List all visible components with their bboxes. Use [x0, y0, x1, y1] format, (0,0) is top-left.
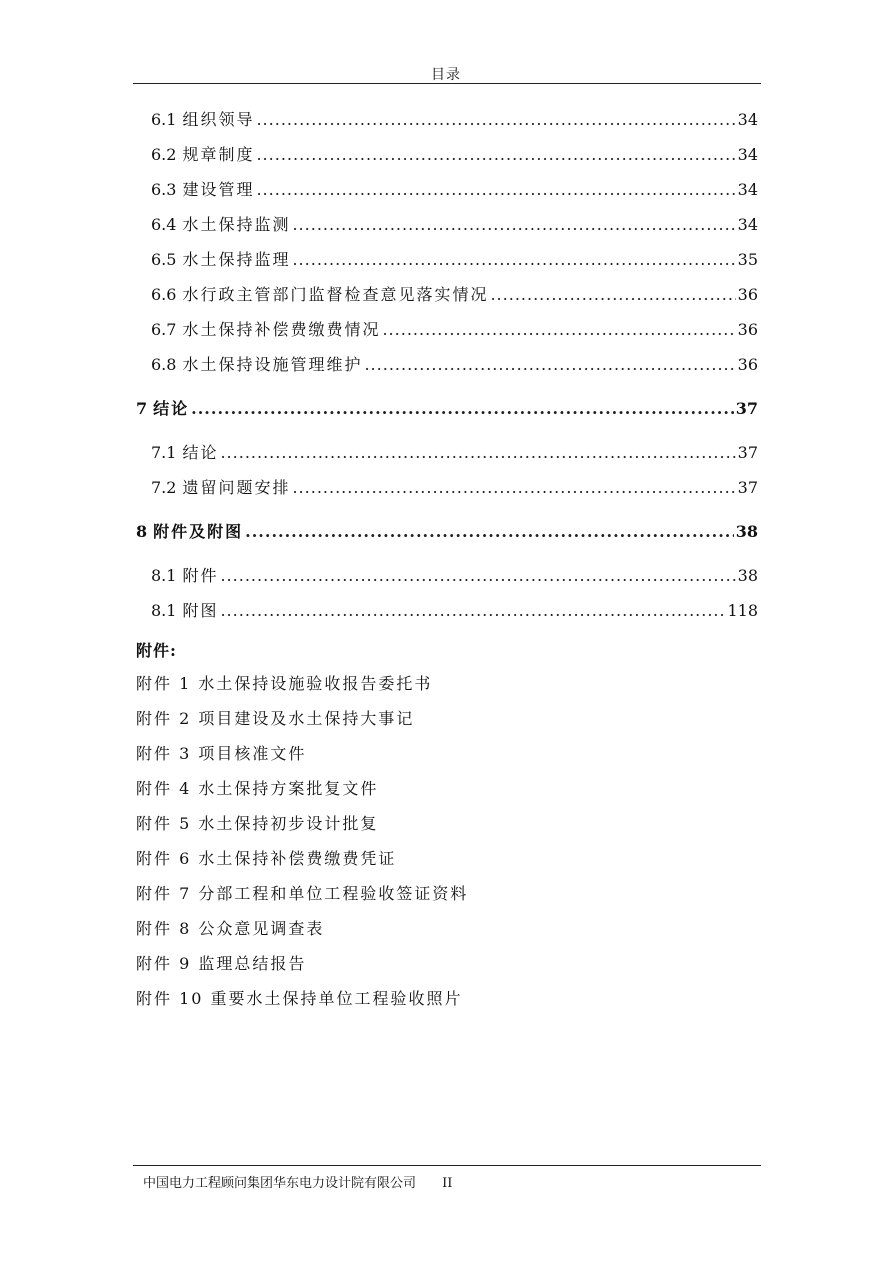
toc-entry-number: 6.8 [151, 355, 177, 374]
toc-entry-title: 附件及附图 [153, 522, 244, 541]
toc-entry-page: 35 [737, 250, 758, 269]
attachment-item: 附件 9 监理总结报告 [136, 954, 307, 973]
toc-entry[interactable] [151, 566, 758, 586]
attachment-item: 附件 1 水土保持设施验收报告委托书 [136, 674, 433, 693]
toc-dot-leader [490, 285, 735, 305]
toc-dot-leader [382, 320, 735, 340]
footer-page-number: II [442, 1176, 453, 1191]
toc-entry-page: 37 [735, 399, 758, 418]
toc-entry-number: 7.1 [151, 443, 177, 462]
toc-entry[interactable] [151, 601, 758, 621]
toc-entry-title: 组织领导 [182, 110, 255, 129]
toc-entry[interactable] [151, 145, 758, 165]
toc-dot-leader [256, 180, 735, 200]
toc-entry-number: 8 [136, 522, 148, 541]
toc-entry-title: 附件 [182, 566, 219, 585]
toc-entry-title: 规章制度 [182, 145, 255, 164]
toc-entry-title: 水土保持补偿费缴费情况 [182, 320, 381, 339]
toc-dot-leader [292, 478, 735, 498]
toc-entry-number: 6.7 [151, 320, 177, 339]
toc-entry[interactable] [151, 215, 758, 235]
toc-dot-leader [220, 443, 735, 463]
toc-entry-number: 7.2 [151, 478, 177, 497]
toc-entry-number: 6.5 [151, 250, 177, 269]
attachment-item: 附件 5 水土保持初步设计批复 [136, 814, 379, 833]
toc-dot-leader [245, 522, 734, 542]
page-header-title: 目录 [431, 67, 461, 83]
toc-entry-title: 水土保持设施管理维护 [182, 355, 363, 374]
toc-entry-number: 7 [136, 399, 148, 418]
toc-entry-number: 6.6 [151, 285, 177, 304]
toc-entry-page: 36 [737, 285, 758, 304]
toc-entry[interactable] [151, 180, 758, 200]
toc-entry-title: 水土保持监测 [182, 215, 291, 234]
toc-entry-title: 遗留问题安排 [182, 478, 291, 497]
toc-entry[interactable] [151, 443, 758, 463]
page-footer [143, 1172, 452, 1191]
header-divider [133, 83, 761, 84]
attachment-item: 附件 3 项目核准文件 [136, 744, 307, 763]
toc-entry-page: 34 [737, 110, 758, 129]
toc-entry[interactable] [136, 399, 758, 419]
toc-entry[interactable] [136, 522, 758, 542]
toc-dot-leader [364, 355, 735, 375]
toc-entry-title: 水行政主管部门监督检查意见落实情况 [182, 285, 489, 304]
toc-entry-number: 6.3 [151, 180, 177, 199]
toc-dot-leader [292, 215, 735, 235]
toc-entry[interactable] [151, 320, 758, 340]
toc-entry-title: 水土保持监理 [182, 250, 291, 269]
toc-entry-title: 结论 [182, 443, 219, 462]
toc-entry-title: 结论 [153, 399, 190, 418]
toc-entry-page: 38 [735, 522, 758, 541]
footer-company: 中国电力工程顾问集团华东电力设计院有限公司 [143, 1176, 417, 1191]
toc-entry-page: 34 [737, 215, 758, 234]
toc-entry-number: 8.1 [151, 601, 177, 620]
toc-dot-leader [191, 399, 734, 419]
toc-entry[interactable] [151, 250, 758, 270]
toc-entry-page: 36 [737, 355, 758, 374]
toc-entry-page: 34 [737, 180, 758, 199]
toc-entry-number: 8.1 [151, 566, 177, 585]
attachment-item: 附件 8 公众意见调查表 [136, 919, 325, 938]
attachment-item: 附件 2 项目建设及水土保持大事记 [136, 709, 415, 728]
toc-dot-leader [292, 250, 735, 270]
toc-entry-page: 37 [737, 478, 758, 497]
toc-entry[interactable] [151, 355, 758, 375]
toc-entry-page: 36 [737, 320, 758, 339]
toc-entry-page: 37 [737, 443, 758, 462]
toc-dot-leader [256, 145, 735, 165]
toc-entry-number: 6.2 [151, 145, 177, 164]
toc-entry-page: 38 [737, 566, 758, 585]
toc-dot-leader [256, 110, 735, 130]
toc-entry-number: 6.4 [151, 215, 177, 234]
toc-entry-page: 34 [737, 145, 758, 164]
attachment-item: 附件 7 分部工程和单位工程验收签证资料 [136, 884, 469, 903]
attachment-item: 附件 10 重要水土保持单位工程验收照片 [136, 989, 463, 1008]
toc-entry-title: 建设管理 [182, 180, 255, 199]
attachments-heading: 附件: [136, 641, 177, 660]
toc-dot-leader [220, 566, 735, 586]
toc-entry[interactable] [151, 478, 758, 498]
footer-divider [133, 1165, 761, 1166]
attachment-item: 附件 6 水土保持补偿费缴费凭证 [136, 849, 397, 868]
toc-entry[interactable] [151, 110, 758, 130]
toc-entry[interactable] [151, 285, 758, 305]
attachment-item: 附件 4 水土保持方案批复文件 [136, 779, 379, 798]
toc-dot-leader [220, 601, 725, 621]
toc-entry-page: 118 [727, 601, 758, 620]
toc-entry-number: 6.1 [151, 110, 177, 129]
toc-entry-title: 附图 [182, 601, 219, 620]
